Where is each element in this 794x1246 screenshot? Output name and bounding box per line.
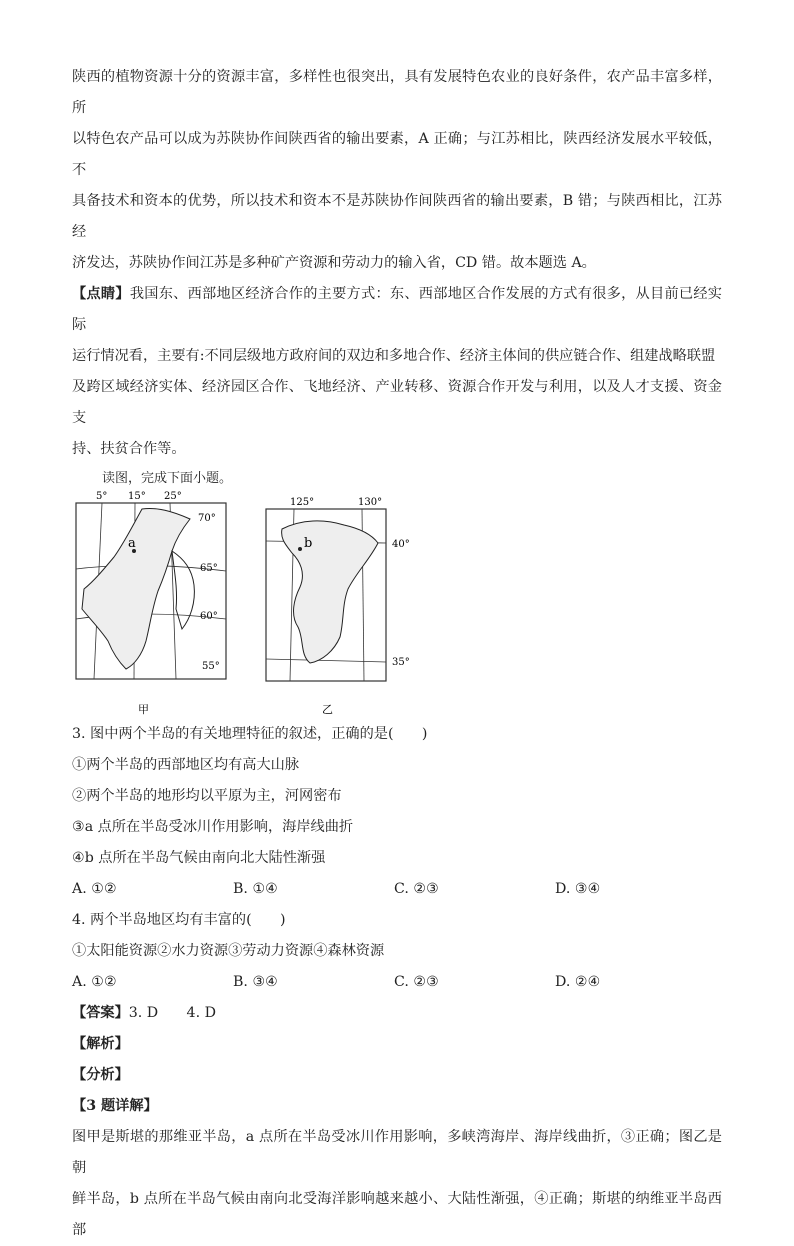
option-d: D. ②④ (555, 974, 601, 990)
dianjing-paragraph (72, 279, 722, 341)
question-options (72, 874, 722, 905)
paragraph-line: 运行情况看，主要有:不同层级地方政府间的双边和多地合作、经济主体间的供应链合作、组建战略联盟 (72, 348, 716, 364)
lon-tick: 5° (96, 491, 108, 502)
question-item: ①两个半岛的西部地区均有高大山脉 (72, 757, 300, 773)
paragraph-line: 图甲是斯堪的那维亚半岛，a 点所在半岛受冰川作用影响，多峡湾海岸、海岸线曲折，③正确；图乙是朝 (72, 1129, 722, 1176)
question-options (72, 967, 722, 998)
jiexi-heading: 【解析】 (72, 1036, 129, 1052)
map-a (76, 491, 226, 716)
lat-tick: 60° (200, 611, 218, 622)
map-label: 乙 (322, 703, 333, 716)
answer-text: 3. D 4. D (128, 1005, 216, 1021)
point-label: b (304, 536, 313, 551)
question-item: ①太阳能资源②水力资源③劳动力资源④森林资源 (72, 943, 385, 959)
detail-heading: 【3 题详解】 (72, 1098, 158, 1114)
lon-tick: 25° (164, 491, 182, 502)
option-c: C. ②③ (394, 974, 439, 990)
paragraph-text: 我国东、西部地区经济合作的主要方式：东、西部地区合作发展的方式有很多，从目前已经实际 (72, 286, 722, 333)
lon-tick: 15° (128, 491, 146, 502)
lon-tick: 125° (290, 497, 315, 508)
paragraph-line: 及跨区域经济实体、经济园区合作、飞地经济、产业转移、资源合作开发与利用，以及人才支援、资金支 (72, 379, 722, 426)
paragraph-line: 以特色农产品可以成为苏陕协作间陕西省的输出要素，A 正确；与江苏相比，陕西经济发展水平较低，不 (72, 131, 722, 178)
question-item: ③a 点所在半岛受冰川作用影响，海岸线曲折 (72, 819, 354, 835)
map-label: 甲 (138, 703, 149, 716)
paragraph-line: 陕西的植物资源十分的资源丰富，多样性也很突出，具有发展特色农业的良好条件，农产品丰富多样，所 (72, 69, 722, 116)
lon-tick: 130° (358, 497, 383, 508)
question-stem: 4. 两个半岛地区均有丰富的( ) (72, 912, 286, 928)
lat-tick: 55° (202, 661, 220, 672)
option-d: D. ③④ (555, 881, 601, 897)
option-b: B. ③④ (233, 974, 278, 990)
question-item: ④b 点所在半岛气候由南向北大陆性渐强 (72, 850, 326, 866)
option-c: C. ②③ (394, 881, 439, 897)
answer-line (72, 998, 722, 1029)
point-label: a (128, 536, 136, 551)
figure-caption: 读图，完成下面小题。 (102, 471, 233, 486)
maps-svg (72, 469, 722, 719)
option-b: B. ①④ (233, 881, 278, 897)
paragraph-line: 鲜半岛，b 点所在半岛气候由南向北受海洋影响越来越小、大陆性渐强，④正确；斯堪的纳维亚半岛西部 (72, 1191, 722, 1238)
paragraph-line: 持、扶贫合作等。 (72, 441, 186, 457)
paragraph-line: 具备技术和资本的优势，所以技术和资本不是苏陕协作间陕西省的输出要素，B 错；与陕西相比，江苏经 (72, 193, 722, 240)
map-figure (72, 469, 722, 719)
paragraph-line: 济发达，苏陕协作间江苏是多种矿产资源和劳动力的输入省，CD 错。故本题选 A。 (72, 255, 596, 271)
dianjing-tag: 【点睛】 (72, 286, 130, 302)
lat-tick: 35° (392, 657, 410, 668)
fenxi-heading: 【分析】 (72, 1067, 129, 1083)
question-item: ②两个半岛的地形均以平原为主，河网密布 (72, 788, 342, 804)
answer-tag: 【答案】 (72, 1005, 129, 1021)
map-b (266, 497, 410, 716)
lat-tick: 70° (198, 513, 216, 524)
question-stem: 3. 图中两个半岛的有关地理特征的叙述，正确的是( ) (72, 726, 428, 742)
option-a: A. ①② (72, 881, 117, 897)
lat-tick: 40° (392, 539, 410, 550)
document-page (72, 62, 722, 1246)
lat-tick: 65° (200, 563, 218, 574)
option-a: A. ①② (72, 974, 117, 990)
